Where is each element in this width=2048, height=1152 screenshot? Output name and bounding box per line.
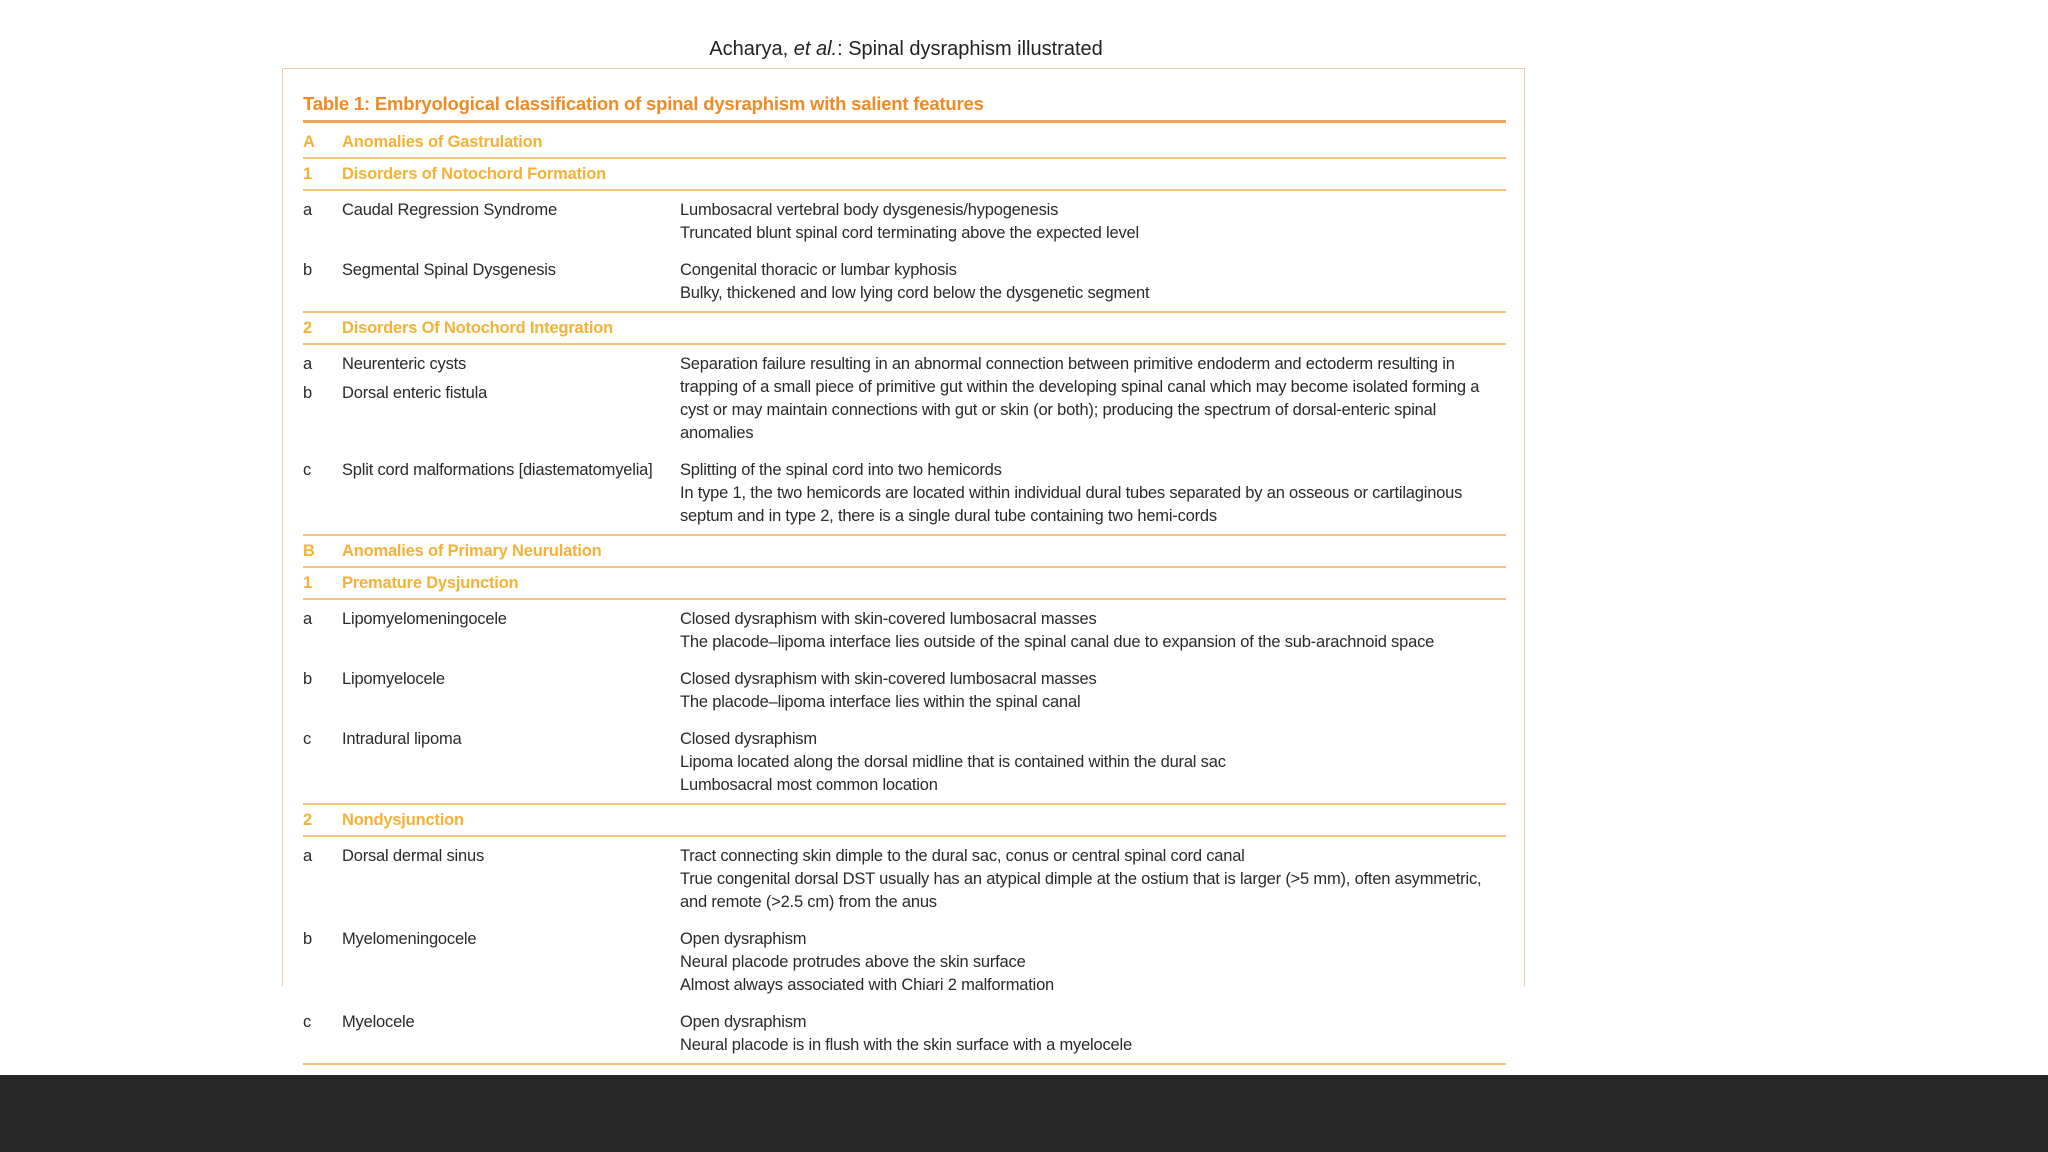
description-line: Bulky, thickened and low lying cord below the dysgenetic segment bbox=[680, 284, 1150, 302]
description-line: True congenital dorsal DST usually has an atypical dimple at the ostium that is larger (>5 mm), often asymmetric, and remote (>2.5 cm) from the anus bbox=[680, 870, 1482, 911]
row-name: Dorsal enteric fistula bbox=[342, 384, 488, 402]
section-row bbox=[303, 568, 1506, 600]
table-card bbox=[282, 68, 1525, 1054]
section-label: Nondysjunction bbox=[342, 810, 464, 829]
table-row bbox=[303, 600, 1506, 660]
row-description bbox=[680, 668, 1506, 714]
description-line: The placode–lipoma interface lies outside of the spinal canal due to expansion of the sub-arachnoid space bbox=[680, 633, 1435, 651]
table-row bbox=[303, 191, 1506, 251]
row-description bbox=[680, 259, 1506, 305]
row-name: Dorsal dermal sinus bbox=[342, 847, 485, 865]
row-description bbox=[680, 845, 1506, 914]
header-authors: Acharya, bbox=[709, 38, 794, 60]
section-id: 2 bbox=[303, 318, 312, 337]
row-name: Intradural lipoma bbox=[342, 730, 462, 748]
table-title: Table 1: Embryological classification of spinal dysraphism with salient features bbox=[303, 93, 1506, 123]
section-row bbox=[303, 127, 1506, 159]
description-line: In type 1, the two hemicords are located within individual dural tubes separated by an osseous or cartilaginous septum and in type 2, there is a single dural tube containing two hemi-cords bbox=[680, 484, 1463, 525]
section-label: Anomalies of Primary Neurulation bbox=[342, 541, 602, 560]
section-row bbox=[303, 536, 1506, 568]
section-id: 1 bbox=[303, 164, 312, 183]
row-description bbox=[680, 928, 1506, 997]
description-line: Truncated blunt spinal cord terminating above the expected level bbox=[680, 224, 1139, 242]
table-row bbox=[303, 720, 1506, 805]
row-id: a bbox=[303, 355, 312, 373]
row-name: Caudal Regression Syndrome bbox=[342, 201, 557, 219]
page-header bbox=[0, 38, 1812, 61]
row-name: Split cord malformations [diastematomyelia] bbox=[342, 461, 653, 479]
row-id: b bbox=[303, 670, 312, 688]
section-row bbox=[303, 159, 1506, 191]
description-line: Separation failure resulting in an abnormal connection between primitive endoderm and ectoderm resulting in trapping of a small piece of primitive gut within the developing spinal canal which may become isolated forming a cyst or may maintain connections with gut or skin (or both); producing the spectrum of dorsal-enteric spinal anomalies bbox=[680, 355, 1480, 442]
section-label: Anomalies of Gastrulation bbox=[342, 132, 543, 151]
description-line: Tract connecting skin dimple to the dural sac, conus or central spinal cord canal bbox=[680, 847, 1245, 865]
row-name: Myelomeningocele bbox=[342, 930, 477, 948]
description-line: The placode–lipoma interface lies within the spinal canal bbox=[680, 693, 1081, 711]
row-description bbox=[680, 1011, 1506, 1057]
description-line: Closed dysraphism bbox=[680, 730, 817, 748]
description-line: Lipoma located along the dorsal midline that is contained within the dural sac bbox=[680, 753, 1226, 771]
description-line: Congenital thoracic or lumbar kyphosis bbox=[680, 261, 957, 279]
classification-table bbox=[303, 127, 1506, 1065]
section-label: Disorders Of Notochord Integration bbox=[342, 318, 613, 337]
description-line: Lumbosacral most common location bbox=[680, 776, 938, 794]
table-row bbox=[303, 837, 1506, 920]
header-title: : Spinal dysraphism illustrated bbox=[837, 38, 1103, 60]
row-name-group bbox=[342, 353, 680, 445]
table-row bbox=[303, 1003, 1506, 1065]
row-name: Lipomyelomeningocele bbox=[342, 610, 507, 628]
description-line: Open dysraphism bbox=[680, 930, 807, 948]
table-row bbox=[303, 660, 1506, 720]
row-description bbox=[680, 728, 1506, 797]
section-id: 1 bbox=[303, 573, 312, 592]
section-row bbox=[303, 805, 1506, 837]
table-row bbox=[303, 251, 1506, 313]
row-id: b bbox=[303, 384, 312, 402]
row-description bbox=[680, 608, 1506, 654]
row-id: c bbox=[303, 730, 312, 748]
row-id: c bbox=[303, 1013, 312, 1031]
table-row bbox=[303, 451, 1506, 536]
description-line: Closed dysraphism with skin-covered lumbosacral masses bbox=[680, 610, 1097, 628]
section-id: B bbox=[303, 541, 315, 560]
row-id: a bbox=[303, 610, 312, 628]
description-line: Lumbosacral vertebral body dysgenesis/hypogenesis bbox=[680, 201, 1059, 219]
section-label: Disorders of Notochord Formation bbox=[342, 164, 607, 183]
row-id: b bbox=[303, 261, 312, 279]
row-id: a bbox=[303, 847, 312, 865]
description-line: Closed dysraphism with skin-covered lumbosacral masses bbox=[680, 670, 1097, 688]
row-description bbox=[680, 353, 1506, 445]
row-description bbox=[680, 459, 1506, 528]
header-etal: et al. bbox=[793, 38, 838, 60]
row-description bbox=[680, 199, 1506, 245]
section-id: 2 bbox=[303, 810, 312, 829]
row-name: Neurenteric cysts bbox=[342, 355, 467, 373]
table-row bbox=[303, 345, 1506, 451]
row-id: c bbox=[303, 461, 312, 479]
section-row bbox=[303, 313, 1506, 345]
section-label: Premature Dysjunction bbox=[342, 573, 519, 592]
row-id: b bbox=[303, 930, 312, 948]
section-id: A bbox=[303, 132, 315, 151]
description-line: Splitting of the spinal cord into two hemicords bbox=[680, 461, 1002, 479]
row-name: Segmental Spinal Dysgenesis bbox=[342, 261, 556, 279]
description-line: Open dysraphism bbox=[680, 1013, 807, 1031]
description-line: Neural placode is in flush with the skin surface with a myelocele bbox=[680, 1036, 1132, 1054]
row-name: Myelocele bbox=[342, 1013, 415, 1031]
row-id-group bbox=[303, 353, 342, 445]
table-row bbox=[303, 920, 1506, 1003]
description-line: Neural placode protrudes above the skin surface bbox=[680, 953, 1026, 971]
row-id: a bbox=[303, 201, 312, 219]
description-line: Almost always associated with Chiari 2 malformation bbox=[680, 976, 1055, 994]
row-name: Lipomyelocele bbox=[342, 670, 445, 688]
bottom-bar bbox=[0, 1075, 2048, 1152]
